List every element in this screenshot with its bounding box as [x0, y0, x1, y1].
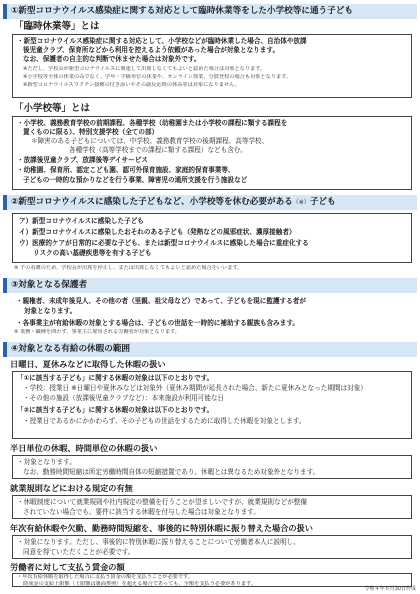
s2-item-c2: リスクの高い基礎疾患等を有する子ども [33, 249, 152, 257]
s1-sub2-line4: 各種学校（高等学校までの課程に類する課程）なども含む。 [69, 146, 248, 154]
section2-title: 新型コロナウイルスに感染した子どもなど、小学校等を休む必要がある [18, 197, 293, 207]
section4-number: ④ [11, 344, 19, 354]
s4-heading5: 労働者に対して支払う賃金の額 [10, 562, 125, 572]
s4-box3-line1: ・休暇制度について就業規則や社内規定の整備を行うことが望ましいですが、就業規則などが整備 [17, 498, 307, 506]
s2-note: ※ 子の看護のため、学校長が出席を停止し、または出席しなくてもよいと認めた場合をいいます。 [14, 265, 243, 271]
s4-box1 [12, 371, 412, 439]
s3-line3: ・各事業主が有給休暇の対象とする場合は、子どもの世話を一時的に補助する親族も含みます。 [16, 319, 300, 327]
section2-bar [3, 195, 417, 210]
s1-sub2-line6: ・幼稚園、保育所、認定こども園、認可外保育施設、家庭的保育事業等、 [17, 166, 235, 174]
s1-sub2-line7: 子どもの一時的な預かりなどを行う事業、障害児の通所支援を行う施設など [23, 176, 248, 184]
s4-box5-line1: ・年次有給休暇を取得した場合に支払う賃金の額を支払うことが必要です。 [17, 574, 193, 580]
s4-box2-line1: ・対象となります。 [17, 458, 76, 466]
section1-title: 新型コロナウイルス感染症に関する対応として臨時休業等をした小学校等に通う子ども [18, 6, 353, 16]
s4-box4-line1: ・対象になります。ただし、事後的に特別休暇に振り替えることについて労働者本人に説明し、 [17, 538, 300, 546]
section2-note-mark: （※） [292, 199, 310, 206]
s4-box1-head2: 「②に該当する子ども」に関する休暇の対象は以下のとおりです。 [17, 406, 214, 414]
section3-title: 対象となる保護者 [18, 280, 88, 290]
s1-sub2-box [12, 116, 412, 190]
s2-item-a: ア）新型コロナウイルスに感染した子ども [19, 217, 144, 225]
creation-date: 令和４年６月30日作成 [364, 586, 416, 592]
s1-sub1-box [12, 34, 412, 98]
s2-item-c1: ウ）医療的ケアが日常的に必要な子ども、または新型コロナウイルスに感染した場合に重症化する [19, 239, 309, 247]
section4-bar [3, 342, 417, 357]
s1-sub1-note3: ※新型コロナウイルスワクチン接種の付き添いやその副反応時の休み等は対象になりません。 [23, 82, 240, 88]
s1-sub2-line1: ・小学校、義務教育学校の前期課程、各種学校（幼稚園または小学校の課程に類する課程を [17, 119, 288, 127]
s1-sub2-line2: 置くものに限る）、特別支援学校（全ての部） [23, 128, 159, 136]
s4-box2 [12, 455, 412, 479]
s4-heading4: 年次有給休暇や欠勤、勤務時間短縮を、事後的に特別休暇に振り替えた場合の扱い [10, 523, 313, 533]
section1-number: ① [11, 6, 19, 16]
s2-box [12, 213, 412, 263]
s4-heading1: 日曜日、夏休みなどに取得した休暇の扱い [10, 359, 166, 369]
s4-box1-line2: ・その他の施設（放課後児童クラブなど）：本来施設が利用可能な日 [23, 394, 225, 402]
s1-sub1-note1: ※ただし、学校長が新型コロナウイルスに関連して出席しなくてもよいと認めた場合は対象となります。 [23, 66, 266, 72]
s3-line1: ・親権者、未成年後見人、その他の者（里親、祖父母など）であって、子どもを現に監護する者が [16, 297, 306, 305]
section3-bar [3, 278, 417, 293]
s3-note: ※ 業務・職種を問わず、事業主に雇用される労働者が対象となります。 [14, 329, 180, 335]
s4-box3-line2: されていない場合でも、要件に該当する休暇を付与した場合は対象となります。 [23, 508, 260, 516]
s1-sub1-line2: 後児童クラブ、保育所などから利用を控えるよう依頼があった場合が対象となります。 [23, 46, 280, 54]
s4-box2-line2: なお、勤務時間短縮は所定労働時間自体の短縮措置であり、休暇とは異なるため対象外となります。 [23, 468, 320, 476]
s1-sub1-line1: ・新型コロナウイルス感染症に関する対応として、小学校などが臨時休業した場合、自治体や放課 [17, 37, 307, 45]
s1-sub2-line3: ＊障害のある子どもについては、中学校、義務教育学校の後期課程、高等学校、 [31, 137, 269, 145]
s4-box3 [12, 495, 412, 519]
s3-line2: 対象となります。 [24, 307, 77, 315]
section2-suffix: 子ども [309, 197, 336, 207]
s4-box1-line1: ・学校：授業日 ※日曜日や夏休みなどは対象外（夏休み期間が延長された場合、新たに夏休みとなった期間は対象） [23, 384, 367, 392]
s4-box4 [12, 535, 412, 559]
s4-box1-line3: ・授業日であるかにかかわらず、その子どもの世話をするために取得した休暇を対象とします。 [23, 417, 306, 425]
s4-box5-line2: 助成金の支給上限額（上限額は裏面参照）を超える場合であっても、全額を支払う必要があります。 [23, 580, 256, 587]
s4-heading3: 就業規則などにおける規定の有無 [10, 483, 133, 493]
s2-item-b: イ）新型コロナウイルスに感染したおそれのある子ども（発熱などの風邪症状、濃厚接触者） [19, 228, 296, 236]
s4-box1-head: 「①に該当する子ども」に関する休暇の対象は以下のとおりです。 [17, 374, 214, 382]
s4-heading2: 半日単位の休暇、時間単位の休暇の扱い [10, 443, 158, 453]
s4-box5 [12, 573, 412, 587]
s1-sub2-line5: ・放課後児童クラブ、放課後等デイサービス [17, 156, 148, 164]
section1-bar [3, 4, 417, 19]
section3-number: ③ [11, 280, 19, 290]
s1-sub2-heading: 「小学校等」とは [14, 103, 91, 114]
s4-box4-line2: 同意を得ていただくことが必要です。 [23, 548, 135, 556]
section2-number: ② [11, 197, 19, 207]
s1-sub1-line3: なお、保護者の自主的な判断で休ませた場合は対象外です。 [23, 55, 201, 63]
s1-sub1-note2: ※小学校等全体の休業のみでなく、学年・学級単位の休業や、オンライン授業、分散登校の場合も対象となります。 [23, 74, 292, 80]
s1-sub1-heading: 「臨時休業等」とは [14, 21, 100, 32]
section4-title: 対象となる有給の休暇の範囲 [18, 344, 131, 354]
